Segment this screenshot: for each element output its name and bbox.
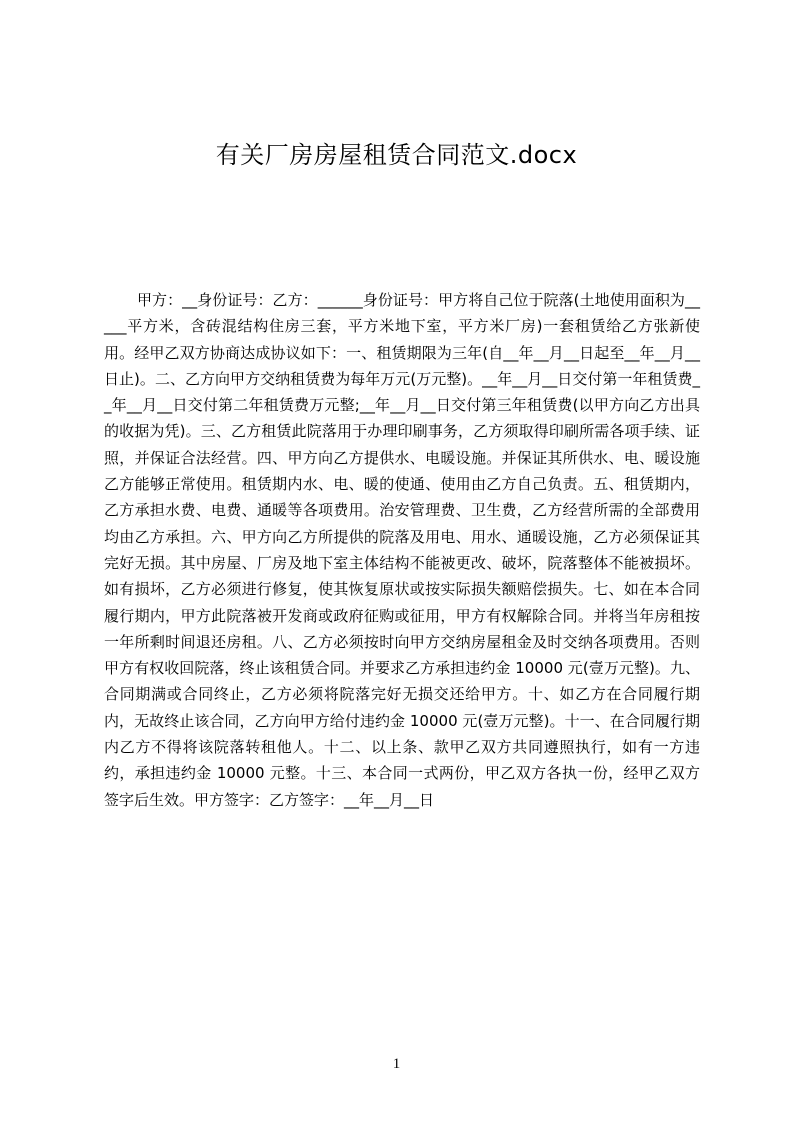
document-title: 有关厂房房屋租赁合同范文.docx [215,141,578,169]
contract-body-paragraph: 甲方：__身份证号：乙方：______身份证号：甲方将自己位于院落(土地使用面积为_____平方米，含砖混结构住房三套，平方米地下室，平方米厂房)一套租赁给乙方张新使用。经甲乙双方协商达成协议如下：一、租赁期限为三年(自__年__月__日起至__年__月__日止)。二、乙方向甲方交纳租赁费为每年万元(万元整)。__年__月__日交付第一年租赁费__年__月__日交付第二年租赁费万元整;__年__月__日交付第三年租赁费(以甲方向乙方出具的收据为凭)。三、乙方租赁此院落用于办理印刷事务，乙方须取得印刷所需各项手续、证照，并保证合法经营。四、甲方向乙方提供水、电暖设施。并保证其所供水、电、暖设施乙方能够正常使用。租赁期内水、电、暖的使通、使用由乙方自己负责。五、租赁期内，乙方承担水费、电费、通暖等各项费用。治安管理费、卫生费，乙方经营所需的全部费用均由乙方承担。六、甲方向乙方所提供的院落及用电、用水、通暖设施，乙方必须保证其完好无损。其中房屋、厂房及地下室主体结构不能被更改、破坏，院落整体不能被损坏。如有损坏，乙方必须进行修复，使其恢复原状或按实际损失额赔偿损失。七、如在本合同履行期内，甲方此院落被开发商或政府征购或征用，甲方有权解除合同。并将当年房租按一年所剩时间退还房租。八、乙方必须按时向甲方交纳房屋租金及时交纳各项费用。否则甲方有权收回院落，终止该租赁合同。并要求乙方承担违约金 10000 元(壹万元整)。九、合同期满或合同终止，乙方必须将院落完好无损交还给甲方。十、如乙方在合同履行期内，无故终止该合同，乙方向甲方给付违约金 10000 元(壹万元整)。十一、在合同履行期内乙方不得将该院落转租他人。十二、以上条、款甲乙双方共同遵照执行，如有一方违约，承担违约金 10000 元整。十三、本合同一式两份，甲乙双方各执一份，经甲乙双方签字后生效。甲方签字：乙方签字：__年__月__日 [104,291,700,809]
page-number: 1 [392,1056,401,1072]
